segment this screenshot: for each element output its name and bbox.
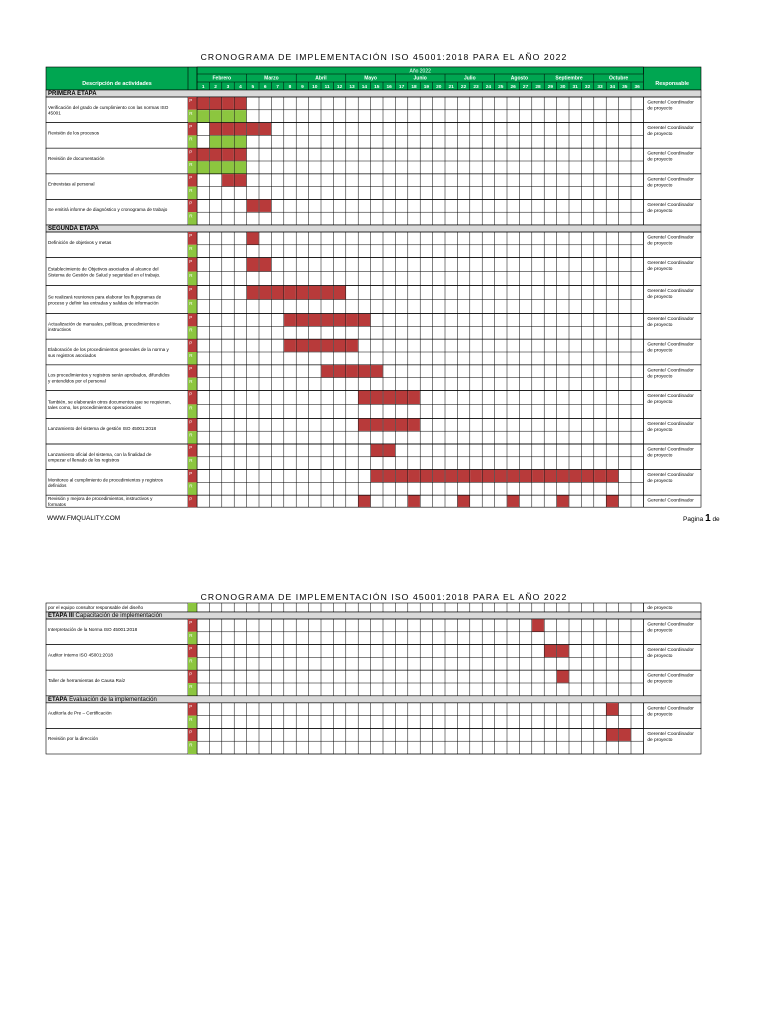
activity-description: Interpretación de la Norma ISO 45001:2018 <box>48 626 138 632</box>
actual-bar <box>235 110 247 122</box>
week-number: 27 <box>522 85 529 91</box>
planned-bar <box>346 340 358 352</box>
pr-label: R <box>189 633 193 638</box>
month-label: Julio <box>463 75 476 82</box>
pr-label: P <box>189 704 193 709</box>
activity-description: por el equipo consultor responsable del diseño <box>48 605 144 610</box>
responsible-text: Gerente/ Coordinador <box>647 177 694 183</box>
pr-label: R <box>189 458 193 463</box>
responsible-text: de proyecto <box>647 241 673 247</box>
responsible-text: Gerente/ Coordinador <box>647 706 694 712</box>
responsible-text: de proyecto <box>647 628 673 634</box>
pr-label: R <box>189 742 193 748</box>
activity-description: y entendidos por el personal <box>48 378 106 384</box>
responsible-text: Gerente/ Coordinador <box>647 447 694 453</box>
planned-bar <box>433 470 445 482</box>
week-number: 19 <box>423 85 430 91</box>
responsible-text: Gerente/ Coordinador <box>647 622 694 628</box>
week-number: 11 <box>324 85 330 91</box>
responsible-text: de proyecto <box>647 479 673 485</box>
planned-bar <box>297 340 309 352</box>
pr-label: R <box>189 483 193 489</box>
pr-label: P <box>189 233 193 239</box>
pr-label: P <box>189 671 193 677</box>
activity-description: Revisión y mejora de procedimientos, instructivos y <box>48 496 153 502</box>
week-number: 18 <box>411 85 417 91</box>
week-number: 30 <box>560 85 566 91</box>
week-number: 22 <box>460 85 467 91</box>
week-number: 7 <box>276 85 279 91</box>
responsible-text: Gerente/ Coordinador <box>647 235 694 241</box>
planned-bar <box>532 619 544 631</box>
planned-bar <box>495 470 507 482</box>
planned-bar <box>359 314 371 326</box>
pr-label: R <box>189 187 193 193</box>
planned-bar <box>297 314 309 326</box>
month-label: Abril <box>315 75 327 82</box>
planned-bar <box>272 286 284 299</box>
month-label: Agosto <box>510 75 529 82</box>
pr-label: P <box>189 314 193 320</box>
planned-bar <box>222 123 234 135</box>
pr-label: P <box>189 98 193 104</box>
planned-bar <box>408 391 420 404</box>
section-title: ETAPA III Capacitación de implementación <box>48 613 163 619</box>
planned-bar <box>408 419 420 431</box>
planned-bar <box>334 286 346 299</box>
section-band <box>46 225 701 232</box>
week-number: 24 <box>485 85 492 91</box>
actual-bar <box>222 110 234 122</box>
responsible-text: Gerente/ Coordinador <box>647 673 694 679</box>
responsible-text: de proyecto <box>647 295 673 301</box>
planned-bar <box>222 149 234 161</box>
week-number: 13 <box>349 85 355 91</box>
pr-label: R <box>189 272 193 278</box>
responsible-text: Gerente/ Coordinador <box>647 393 694 399</box>
responsible-text: Gerente/ Coordinador <box>647 421 694 427</box>
pr-label: P <box>189 445 193 451</box>
activity-description: Los procedimientos y registros serán aprobados, difundidos <box>48 372 170 378</box>
planned-bar <box>321 314 333 326</box>
week-number: 28 <box>535 85 541 91</box>
pr-label: R <box>189 300 193 306</box>
planned-bar <box>210 123 222 135</box>
activity-description: Revisión de los procesos <box>48 130 100 136</box>
planned-bar <box>582 470 594 482</box>
planned-bar <box>557 496 569 507</box>
week-number: 8 <box>288 85 292 91</box>
responsible-text: de proyecto <box>647 183 673 189</box>
pr-label: R <box>189 213 193 219</box>
responsible-text: Gerente/ Coordinador <box>647 342 694 348</box>
activity-description: Elaboración de los procedimientos generales de la norma y <box>48 347 169 352</box>
month-label: Marzo <box>264 75 279 82</box>
planned-bar <box>545 470 557 482</box>
planned-bar <box>247 123 259 135</box>
footer-page-suffix: de <box>712 516 720 523</box>
planned-bar <box>197 149 209 161</box>
planned-bar <box>557 645 569 657</box>
pr-label: R <box>189 111 193 116</box>
activity-description: Auditoría de Pre – Certificación <box>48 710 112 716</box>
activity-description: Establecimiento de Objetivos asociados al alcance del <box>48 266 159 272</box>
activity-description: Lanzamiento del sistema de gestión ISO 45001:2018 <box>48 426 157 432</box>
planned-bar <box>247 200 259 212</box>
pr-label: R <box>189 378 193 384</box>
week-number: 25 <box>498 85 504 91</box>
actual-bar <box>210 110 222 122</box>
pr-label: P <box>189 258 193 264</box>
activity-description: definidos <box>48 483 67 489</box>
responsible-text: de proyecto <box>647 348 673 354</box>
pr-label: P <box>189 419 193 425</box>
week-number: 9 <box>301 85 304 91</box>
planned-bar <box>210 97 222 109</box>
activity-description: Se realizará reuniones para elaborar los flujogramas de <box>48 294 162 300</box>
planned-bar <box>371 391 383 404</box>
pr-label: P <box>189 149 193 155</box>
activity-description: Se emitirá informe de diagnóstico y cronograma de trabajo <box>48 207 168 213</box>
planned-bar <box>458 470 470 482</box>
planned-bar <box>607 470 619 482</box>
responsible-text: de proyecto <box>647 679 673 685</box>
planned-bar <box>383 391 395 404</box>
planned-bar <box>371 444 383 456</box>
responsible-text: Gerente/ Coordinador <box>647 473 694 479</box>
planned-bar <box>396 419 408 431</box>
responsible-text: de proyecto <box>647 453 673 459</box>
activity-description: formatos <box>48 502 66 507</box>
activity-description: Entrevistas al personal <box>48 181 95 187</box>
section-title: PRIMERA ETAPA <box>48 91 97 97</box>
activity-description: tales como, los procedimientos operacionales <box>48 405 141 411</box>
planned-bar <box>259 123 271 135</box>
planned-bar <box>607 729 619 741</box>
pr-label: P <box>189 620 193 626</box>
week-number: 33 <box>597 85 603 91</box>
footer-page-number <box>683 513 720 524</box>
week-number: 1 <box>201 85 205 91</box>
pr-label: R <box>189 405 193 411</box>
planned-bar <box>346 314 358 326</box>
responsible-text: de proyecto <box>647 132 673 138</box>
week-number: 35 <box>622 85 628 91</box>
planned-bar <box>483 470 495 482</box>
activity-description: Verificación del grado de cumplimiento con las normas ISO <box>48 104 169 110</box>
planned-bar <box>371 419 383 431</box>
actual-bar <box>197 161 209 173</box>
activity-description: Taller de herramientas de Causa Raíz <box>48 678 126 683</box>
planned-bar <box>284 314 296 326</box>
responsible-header: Responsable <box>655 81 689 87</box>
week-number: 21 <box>448 85 454 91</box>
planned-bar <box>247 258 259 271</box>
pr-label: R <box>189 162 193 168</box>
responsible-text: Gerente/ Coordinador <box>647 261 694 267</box>
planned-bar <box>421 470 433 482</box>
week-number: 15 <box>374 85 380 91</box>
week-number: 32 <box>584 85 591 91</box>
week-number: 17 <box>398 85 405 91</box>
responsible-text: de proyecto <box>647 427 673 433</box>
planned-bar <box>396 470 408 482</box>
planned-bar <box>619 729 631 741</box>
planned-bar <box>247 232 259 244</box>
planned-bar <box>235 123 247 135</box>
week-number: 14 <box>361 85 368 91</box>
week-number: 4 <box>239 85 242 91</box>
actual-bar <box>197 110 209 122</box>
planned-bar <box>569 470 581 482</box>
planned-bar <box>557 470 569 482</box>
planned-bar <box>408 470 420 482</box>
planned-bar <box>557 671 569 683</box>
actual-bar <box>222 161 234 173</box>
activity-description: Sistema de Gestión de Salud y seguridad en el trabajo. <box>48 272 161 278</box>
planned-bar <box>259 200 271 212</box>
activity-description: También, se elaborarán otros documentos que se requieran, <box>48 399 171 405</box>
planned-bar <box>594 470 606 482</box>
responsible-text: Gerente/ Coordinador <box>647 731 694 737</box>
planned-bar <box>371 365 383 377</box>
pr-label: R <box>189 246 193 251</box>
planned-bar <box>210 149 222 161</box>
planned-bar <box>383 470 395 482</box>
page-title: CRONOGRAMA DE IMPLEMENTACIÓN ISO 45001:2018 PARA EL AÑO 2022 <box>200 52 568 62</box>
planned-bar <box>359 419 371 431</box>
week-number: 23 <box>473 85 479 91</box>
planned-bar <box>520 470 532 482</box>
planned-bar <box>334 365 346 377</box>
pr-label: P <box>189 496 193 502</box>
week-number: 29 <box>547 85 554 91</box>
planned-bar <box>607 703 619 715</box>
responsible-text: Gerente/ Coordinador <box>647 317 694 323</box>
planned-bar <box>235 149 247 161</box>
planned-bar <box>284 340 296 352</box>
week-number: 26 <box>510 85 516 91</box>
actual-bar <box>210 161 222 173</box>
planned-bar <box>197 97 209 109</box>
planned-bar <box>321 286 333 299</box>
month-label: Septiembre <box>555 75 583 82</box>
planned-bar <box>247 286 259 299</box>
pr-label: P <box>189 286 193 292</box>
planned-bar <box>445 470 457 482</box>
week-number: 5 <box>251 85 255 91</box>
activity-description: Auditor Interno ISO 45001:2018 <box>48 652 113 658</box>
pr-label: R <box>189 658 193 664</box>
activity-description: Definición de objetivos y metas <box>48 239 112 245</box>
planned-bar <box>470 470 482 482</box>
responsible-text: de proyecto <box>647 399 673 405</box>
planned-bar <box>309 340 321 352</box>
responsible-text: Gerente/ Coordinador <box>647 202 694 208</box>
pr-label: R <box>189 432 193 438</box>
week-number: 6 <box>263 85 267 91</box>
week-number: 12 <box>336 85 343 91</box>
year-label: Año 2022 <box>409 68 431 75</box>
month-label: Febrero <box>212 75 232 82</box>
responsible-text: de proyecto <box>647 712 673 718</box>
pr-label: P <box>189 123 193 129</box>
planned-bar <box>284 286 296 299</box>
activity-description: sus registros asociados <box>48 352 97 358</box>
planned-bar <box>532 470 544 482</box>
planned-bar <box>383 419 395 431</box>
planned-bar <box>408 496 420 507</box>
actual-bar <box>235 136 247 148</box>
month-label: Mayo <box>364 75 377 82</box>
planned-bar <box>334 314 346 326</box>
pr-label: P <box>189 200 193 206</box>
pr-label: R <box>189 136 193 142</box>
footer-website[interactable]: WWW.FMQUALITY.COM <box>47 515 121 522</box>
footer-page-number-value: 1 <box>705 513 711 524</box>
activity-description: Lanzamiento oficial del sistema, con la finalidad de <box>48 451 152 457</box>
planned-bar <box>545 645 557 657</box>
planned-bar <box>334 340 346 352</box>
section-band <box>46 90 701 97</box>
planned-bar <box>396 391 408 404</box>
planned-bar <box>309 286 321 299</box>
planned-bar <box>359 365 371 377</box>
activity-row <box>46 603 701 612</box>
pr-label: P <box>189 340 193 346</box>
responsible-text: de proyecto <box>647 157 673 163</box>
activity-description: empezar el llenado de los registros <box>48 457 120 463</box>
responsible-text: Gerente/ Coordinador <box>647 289 694 295</box>
pr-label: P <box>189 175 193 180</box>
responsible-text: de proyecto <box>647 606 673 611</box>
pr-label: P <box>189 391 193 397</box>
activity-description: 45001 <box>48 110 61 116</box>
activity-description: instructivos <box>48 327 71 333</box>
responsible-text: Gerente/ Coordinador <box>647 151 694 157</box>
planned-bar <box>607 496 619 507</box>
planned-bar <box>222 97 234 109</box>
planned-bar <box>458 496 470 507</box>
week-number: 2 <box>214 85 217 91</box>
week-number: 16 <box>386 85 392 91</box>
month-label: Octubre <box>609 75 629 82</box>
activity-description: Revisión por la dirección <box>48 736 99 742</box>
actual-bar <box>210 136 222 148</box>
week-number: 20 <box>436 85 442 91</box>
planned-bar <box>507 470 519 482</box>
pr-label: R <box>189 353 193 359</box>
activity-description: proceso y definir las entradas y salidas de información <box>48 300 159 306</box>
pr-label: R <box>189 327 193 333</box>
pr-marker <box>188 603 197 612</box>
week-number: 10 <box>312 85 318 91</box>
footer-page-prefix: Pagina <box>683 516 704 523</box>
planned-bar <box>222 174 234 186</box>
planned-bar <box>309 314 321 326</box>
responsible-text: de proyecto <box>647 208 673 214</box>
responsible-text: Gerente/ Coordinador <box>647 100 694 106</box>
pr-label: P <box>189 470 193 476</box>
pr-label: R <box>189 716 193 722</box>
responsible-text: Gerente/ Coordinador <box>647 368 694 374</box>
actual-bar <box>235 161 247 173</box>
planned-bar <box>259 258 271 271</box>
week-number: 36 <box>634 85 640 91</box>
actual-bar <box>222 136 234 148</box>
responsible-text: de proyecto <box>647 737 673 743</box>
pr-label: P <box>189 645 193 651</box>
responsible-text: Gerente/ Coordinador <box>647 126 694 132</box>
section-title: ETAPA Evaluación de la implementación <box>48 696 157 703</box>
activity-description: Monitoreo al cumplimiento de procedimientos y registros <box>48 477 163 483</box>
planned-bar <box>297 286 309 299</box>
week-number: 3 <box>226 85 230 91</box>
planned-bar <box>371 470 383 482</box>
planned-bar <box>383 444 395 456</box>
schedule-table-page-2 <box>0 598 768 798</box>
pr-label: P <box>189 366 193 371</box>
month-label: Junio <box>413 75 427 82</box>
pr-label: R <box>189 684 193 690</box>
planned-bar <box>507 496 519 507</box>
planned-bar <box>321 365 333 377</box>
activity-description: Revisión de documentación <box>48 156 105 161</box>
week-number: 31 <box>572 85 578 91</box>
responsible-text: de proyecto <box>647 267 673 273</box>
planned-bar <box>359 391 371 404</box>
responsible-text: Gerente/ Coordinador <box>647 498 694 504</box>
responsible-text: de proyecto <box>647 106 673 112</box>
planned-bar <box>346 365 358 377</box>
week-number: 34 <box>609 85 616 91</box>
planned-bar <box>259 286 271 299</box>
description-header: Descripción de actividades <box>82 81 152 87</box>
activity-description: Actualización de manuales, políticas, procedimientos e <box>48 321 160 327</box>
responsible-text: Gerente/ Coordinador <box>647 648 694 654</box>
responsible-text: de proyecto <box>647 374 673 380</box>
responsible-text: de proyecto <box>647 323 673 329</box>
planned-bar <box>235 97 247 109</box>
planned-bar <box>321 340 333 352</box>
planned-bar <box>235 174 247 186</box>
pr-label: P <box>189 729 193 735</box>
page-title-2: CRONOGRAMA DE IMPLEMENTACIÓN ISO 45001:2018 PARA EL AÑO 2022 <box>200 592 568 602</box>
responsible-text: de proyecto <box>647 654 673 660</box>
section-title: SEGUNDA ETAPA <box>48 226 99 232</box>
planned-bar <box>359 496 371 507</box>
